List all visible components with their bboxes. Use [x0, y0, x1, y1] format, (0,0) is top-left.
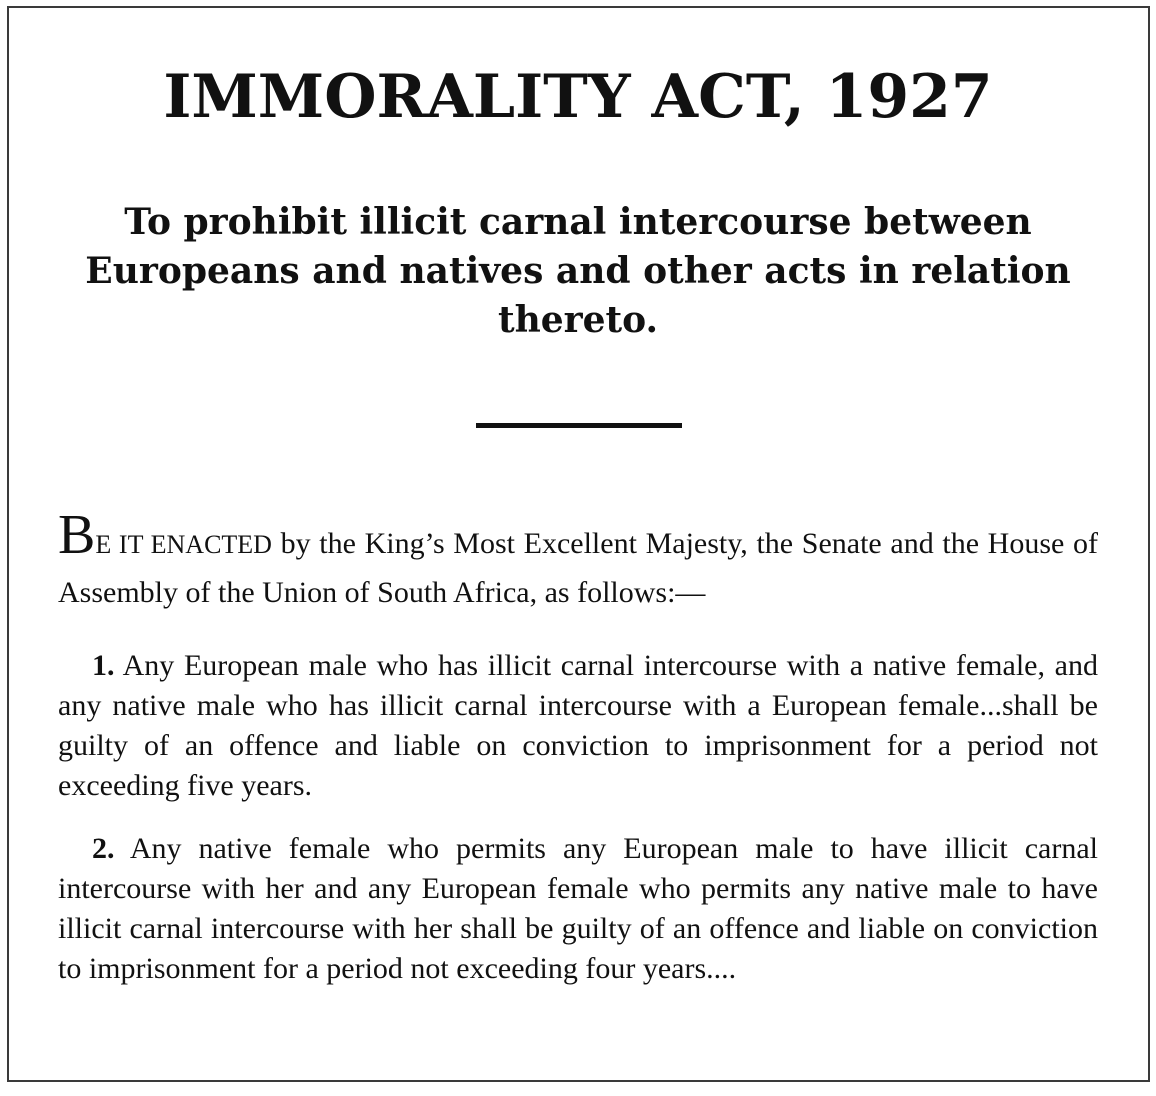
section-2-text: Any native female who permits any European male to have illicit carnal intercourse with her and any European female who permits any native male to have illicit carnal intercourse with her shall be guilty of an offence and liable on conviction to imprisonment for a period not exceeding four years.... [58, 832, 1098, 985]
section-1-text: Any European male who has illicit carnal intercourse with a native female, and any native male who has illicit carnal intercourse with a European female...shall be guilty of an offence and liable on conviction to imprisonment for a period not exceeding five years. [58, 649, 1098, 802]
section-1-number: 1. [92, 649, 115, 682]
divider-rule [476, 423, 682, 428]
enacting-clause [58, 504, 1098, 617]
enacting-text: by the King’s Most Excellent Majesty, the Senate and the House of Assembly of the Union of South Africa, as follows:— [58, 527, 1098, 609]
section-1 [58, 646, 1098, 806]
act-long-title: To prohibit illicit carnal intercourse between Europeans and natives and other acts in relation thereto. [85, 201, 1071, 341]
section-2 [58, 829, 1098, 989]
act-title: IMMORALITY ACT, 1927 [163, 62, 993, 132]
section-2-number: 2. [92, 832, 115, 865]
enacting-dropcap: B [58, 504, 96, 566]
enacting-smallcaps: E IT ENACTED [95, 530, 272, 559]
